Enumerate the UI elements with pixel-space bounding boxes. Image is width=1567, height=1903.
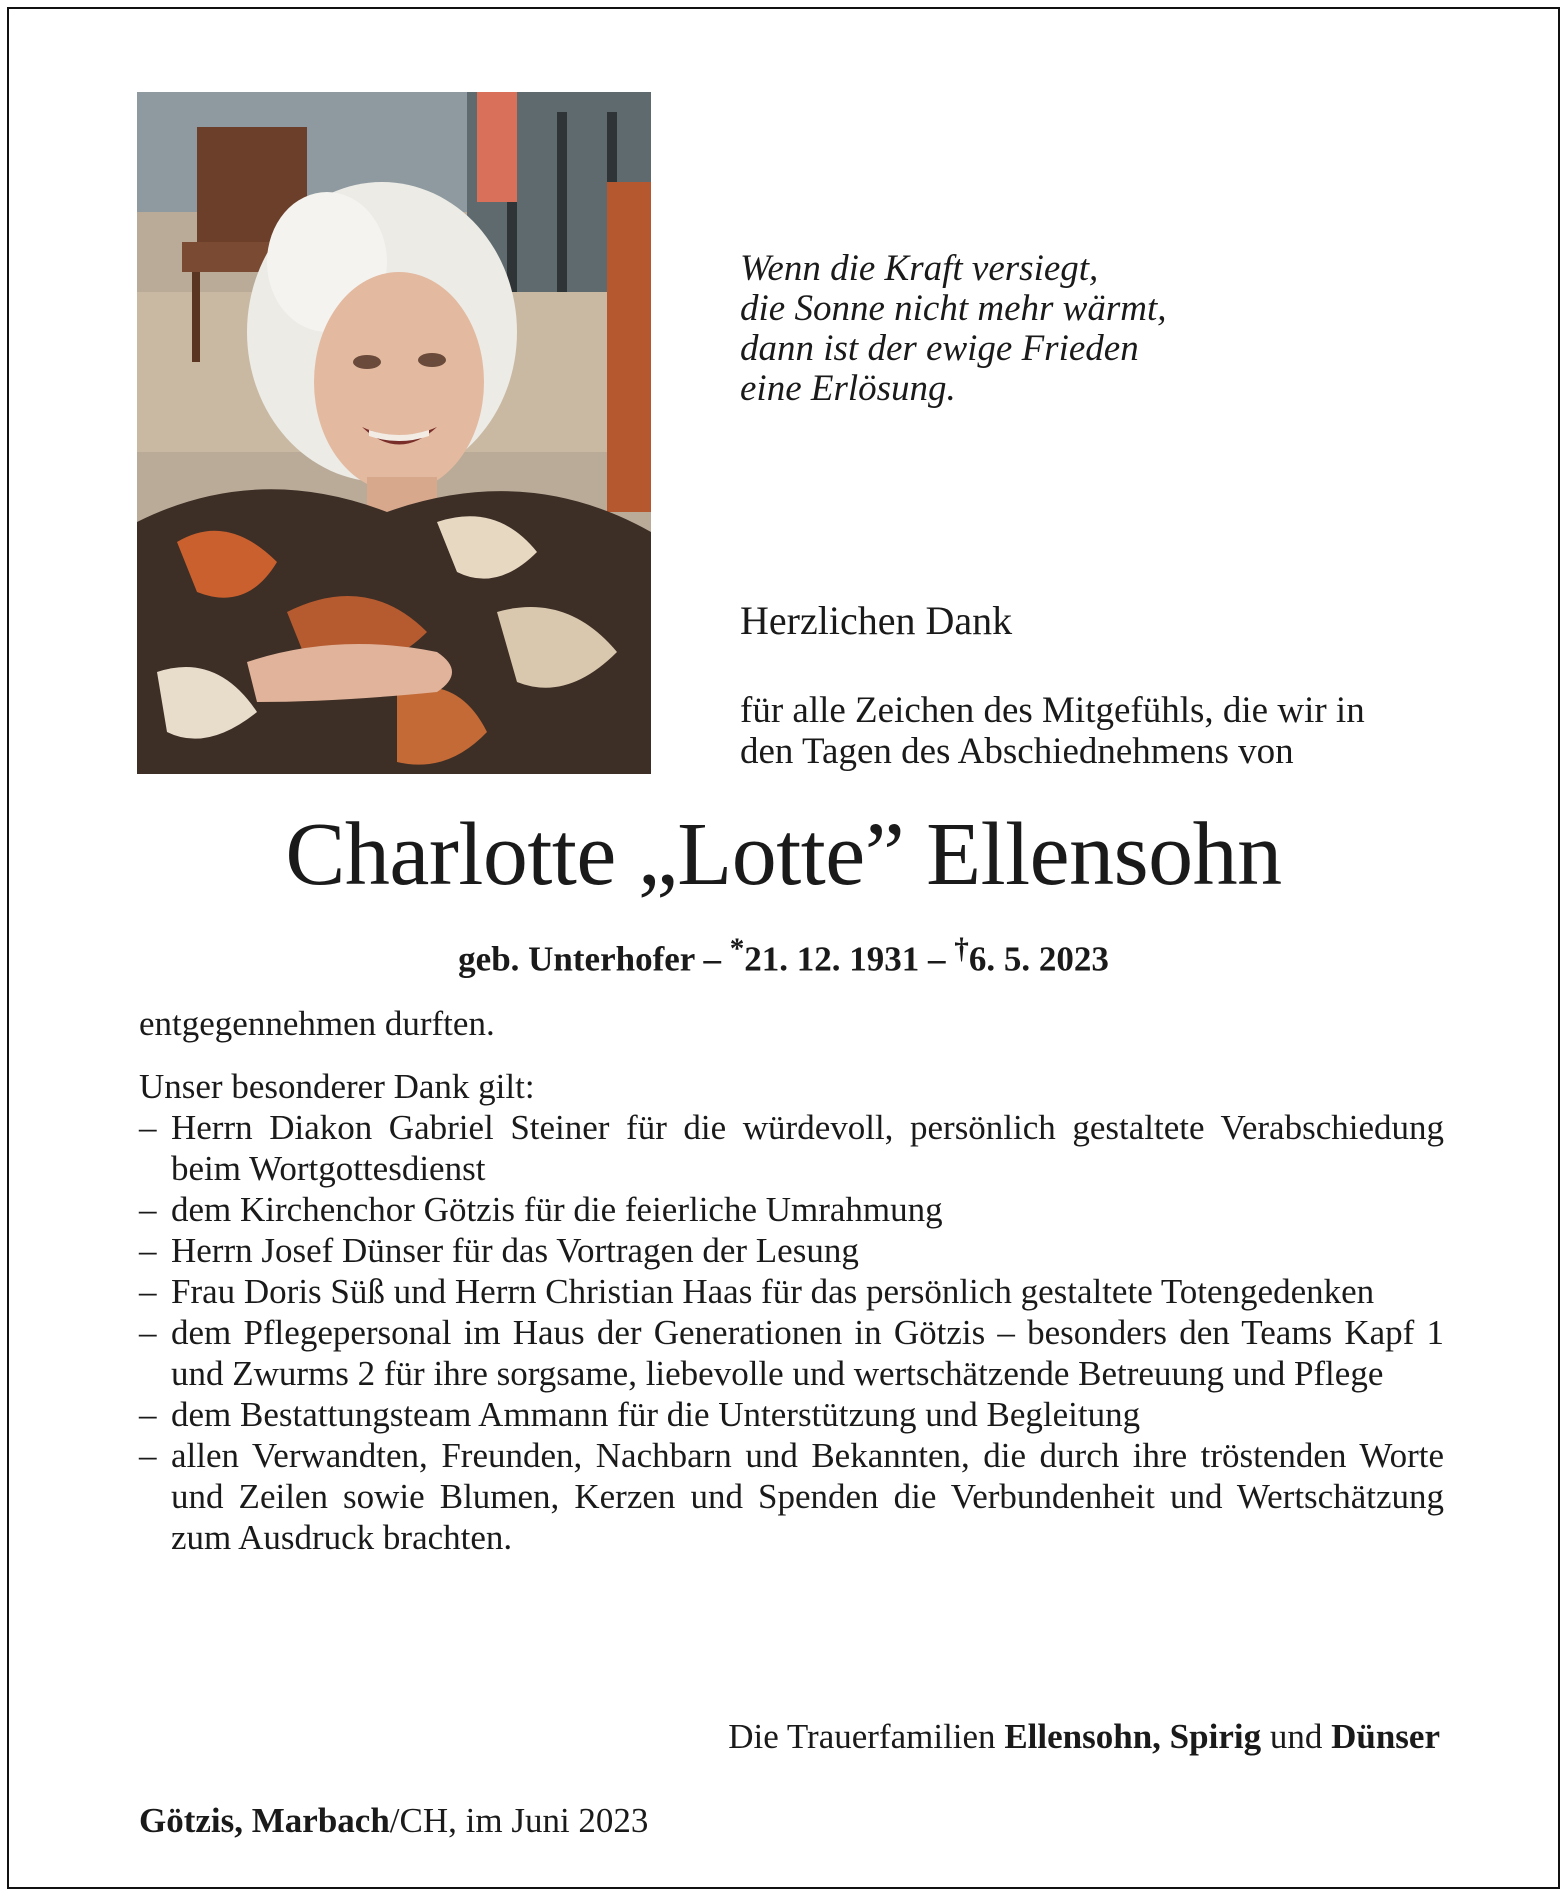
thanks-body <box>139 1003 1444 1558</box>
portrait-photo <box>137 92 651 774</box>
list-dash: – <box>139 1108 157 1147</box>
place-date <box>139 1801 648 1841</box>
list-item-text: Herrn Diakon Gabriel Steiner für die würdevoll, persönlich gestaltete Verabschiedung beim Wortgottesdienst <box>171 1108 1444 1188</box>
place-town: Götzis, Marbach <box>139 1801 390 1840</box>
obituary-card <box>7 7 1560 1889</box>
quote-line: eine Erlösung. <box>740 368 956 409</box>
quote-line: Wenn die Kraft versiegt, <box>740 248 1099 289</box>
family-name: Spirig <box>1169 1717 1262 1756</box>
deceased-dates <box>9 933 1558 980</box>
list-item <box>139 1230 1444 1271</box>
list-item <box>139 1312 1444 1394</box>
family-signature <box>728 1717 1440 1757</box>
family-name: Ellensohn, <box>1004 1717 1161 1756</box>
death-date: 6. 5. 2023 <box>968 939 1109 979</box>
list-dash: – <box>139 1190 157 1229</box>
list-item-text: dem Kirchenchor Götzis für die feierliche Umrahmung <box>171 1190 943 1229</box>
list-item-text: Herrn Josef Dünser für das Vortragen der Lesung <box>171 1231 859 1270</box>
thanks-intro <box>740 690 1460 772</box>
family-name: Dünser <box>1331 1717 1440 1756</box>
list-item-text: dem Pflegepersonal im Haus der Generationen in Götzis – besonders den Teams Kapf 1 und Zwurms 2 für ihre sorgsame, liebevolle und wertschätzende Betreuung und Pflege <box>171 1313 1444 1393</box>
body-continuation: entgegennehmen durften. <box>139 1004 495 1043</box>
separator: – <box>703 939 721 979</box>
list-dash: – <box>139 1231 157 1270</box>
place-rest: /CH, im Juni 2023 <box>389 1801 649 1840</box>
list-item <box>139 1394 1444 1435</box>
list-dash: – <box>139 1313 157 1352</box>
list-dash: – <box>139 1436 157 1475</box>
birth-symbol: * <box>729 933 745 965</box>
thanks-list <box>139 1107 1444 1558</box>
list-item-text: dem Bestattungsteam Ammann für die Unterstützung und Begleitung <box>171 1395 1141 1434</box>
list-item <box>139 1271 1444 1312</box>
quote-line: dann ist der ewige Frieden <box>740 328 1139 369</box>
thanks-intro-line: den Tagen des Abschiednehmens von <box>740 731 1294 772</box>
thanks-heading: Herzlichen Dank <box>740 598 1013 643</box>
list-item <box>139 1435 1444 1558</box>
list-dash: – <box>139 1272 157 1311</box>
deceased-name: Charlotte „Lotte” Ellensohn <box>285 805 1282 904</box>
death-symbol: † <box>954 933 969 965</box>
list-item <box>139 1189 1444 1230</box>
thanks-intro-line: für alle Zeichen des Mitgefühls, die wir in <box>740 690 1365 731</box>
signature-prefix: Die Trauerfamilien <box>728 1717 996 1756</box>
special-thanks-heading: Unser besonderer Dank gilt: <box>139 1067 535 1106</box>
list-item-text: allen Verwandten, Freunden, Nachbarn und Bekannten, die durch ihre tröstenden Worte und Zeilen sowie Blumen, Kerzen und Spenden die Verbundenheit und Wertschätzung zum Ausdruck brachten. <box>171 1436 1444 1557</box>
quote-line: die Sonne nicht mehr wärmt, <box>740 288 1167 329</box>
maiden-name: geb. Unterhofer <box>458 939 695 979</box>
list-item <box>139 1107 1444 1189</box>
birth-date: 21. 12. 1931 <box>744 939 920 979</box>
list-dash: – <box>139 1395 157 1434</box>
memorial-quote <box>740 249 1440 409</box>
separator: – <box>928 939 946 979</box>
list-item-text: Frau Doris Süß und Herrn Christian Haas für das persönlich gestaltete Totengedenken <box>171 1272 1375 1311</box>
signature-connector: und <box>1269 1717 1323 1756</box>
portrait-image <box>137 92 651 774</box>
